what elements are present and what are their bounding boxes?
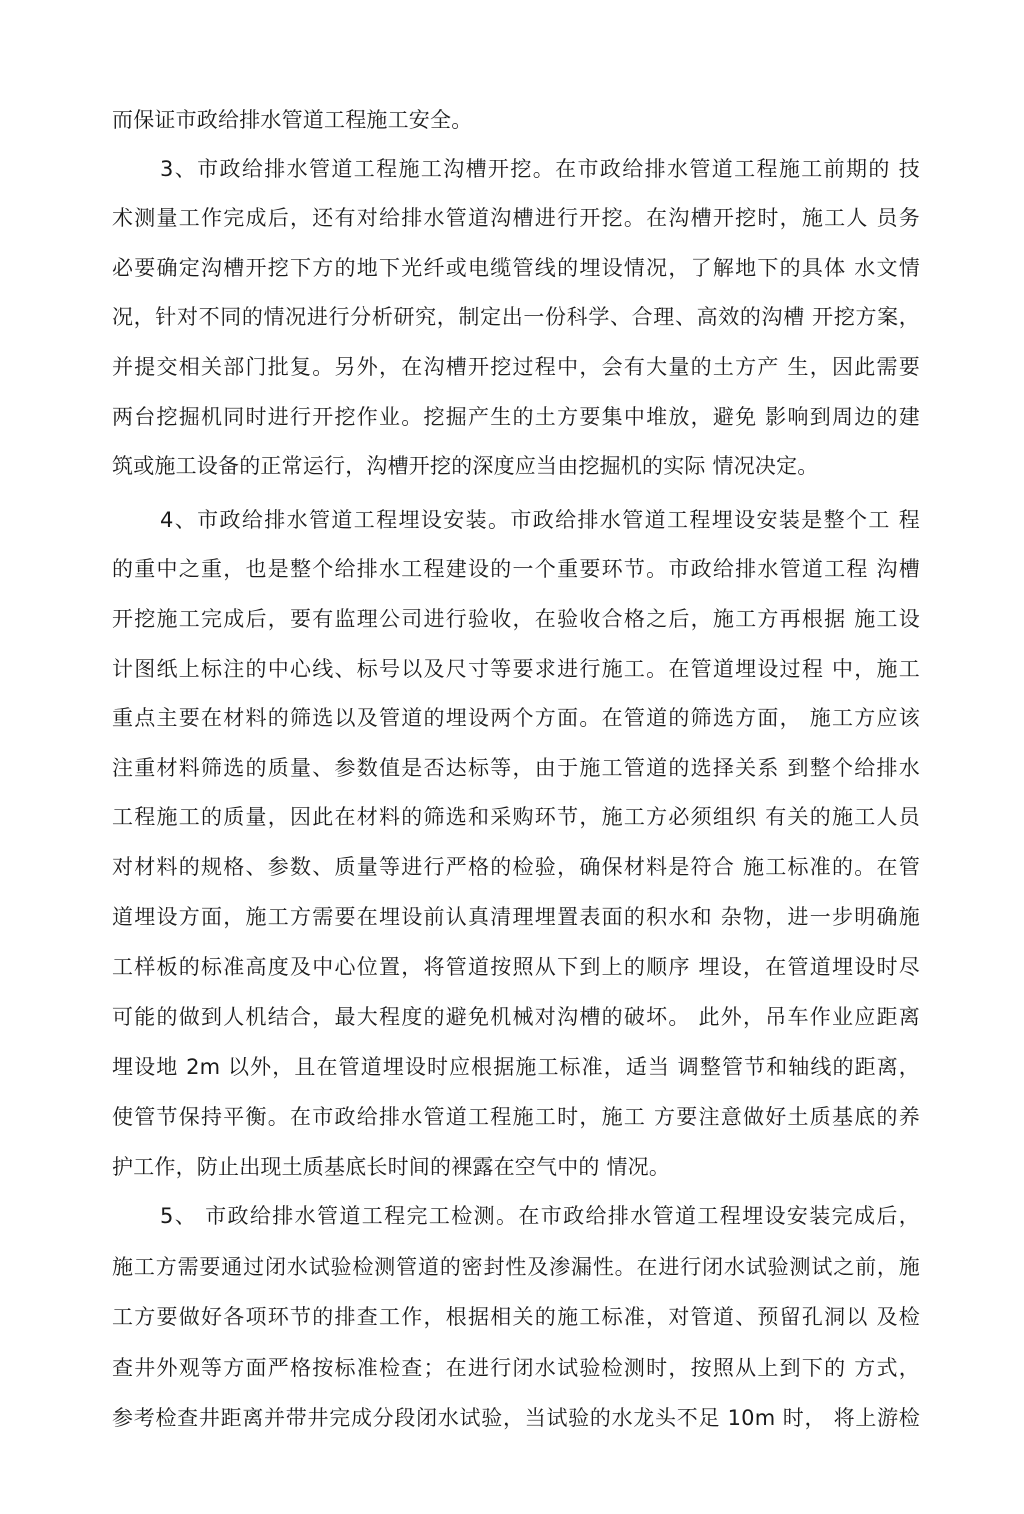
text-line: 工程施工的质量，因此在材料的筛选和采购环节，施工方必须组织 有关的施工人员 <box>112 805 920 829</box>
text-line: 5、 市政给排水管道工程完工检测。在市政给排水管道工程埋设安装完成后， <box>160 1204 920 1228</box>
text-line: 4、市政给排水管道工程埋设安装。市政给排水管道工程埋设安装是整个工 程 <box>160 508 920 532</box>
text-line: 而保证市政给排水管道工程施工安全。 <box>112 108 473 132</box>
text-line: 道埋设方面，施工方需要在埋设前认真清理埋置表面的积水和 杂物，进一步明确施 <box>112 905 920 929</box>
text-line: 并提交相关部门批复。另外，在沟槽开挖过程中，会有大量的土方产 生，因此需要 <box>112 355 920 379</box>
text-line: 参考检查井距离并带井完成分段闭水试验，当试验的水龙头不足 10m 时， 将上游检 <box>112 1406 920 1430</box>
text-line: 3、市政给排水管道工程施工沟槽开挖。在市政给排水管道工程施工前期的 技 <box>160 157 920 181</box>
text-line: 计图纸上标注的中心线、标号以及尺寸等要求进行施工。在管道埋设过程 中，施工 <box>112 657 920 681</box>
text-line: 两台挖掘机同时进行开挖作业。挖掘产生的土方要集中堆放，避免 影响到周边的建 <box>112 405 920 429</box>
text-line: 埋设地 2m 以外，且在管道埋设时应根据施工标准，适当 调整管节和轴线的距离， <box>112 1055 920 1079</box>
text-line: 况，针对不同的情况进行分析研究，制定出一份科学、合理、高效的沟槽 开挖方案， <box>112 305 920 329</box>
text-line: 施工方需要通过闭水试验检测管道的密封性及渗漏性。在进行闭水试验测试之前，施 <box>112 1255 920 1279</box>
text-line: 开挖施工完成后，要有监理公司进行验收，在验收合格之后，施工方再根据 施工设 <box>112 607 920 631</box>
text-line: 工样板的标准高度及中心位置，将管道按照从下到上的顺序 埋设，在管道埋设时尽 <box>112 955 920 979</box>
text-line: 注重材料筛选的质量、参数值是否达标等，由于施工管道的选择关系 到整个给排水 <box>112 756 920 780</box>
text-line: 护工作，防止出现土质基底长时间的裸露在空气中的 情况。 <box>112 1155 671 1179</box>
text-line: 可能的做到人机结合，最大程度的避免机械对沟槽的破坏。 此外，吊车作业应距离 <box>112 1005 920 1029</box>
text-line: 筑或施工设备的正常运行，沟槽开挖的深度应当由挖掘机的实际 情况决定。 <box>112 454 819 478</box>
text-line: 的重中之重，也是整个给排水工程建设的一个重要环节。市政给排水管道工程 沟槽 <box>112 557 920 581</box>
text-line: 重点主要在材料的筛选以及管道的埋设两个方面。在管道的筛选方面， 施工方应该 <box>112 706 920 730</box>
text-line: 使管节保持平衡。在市政给排水管道工程施工时，施工 方要注意做好土质基底的养 <box>112 1105 920 1129</box>
text-line: 对材料的规格、参数、质量等进行严格的检验，确保材料是符合 施工标准的。在管 <box>112 855 920 879</box>
text-line: 工方要做好各项环节的排查工作，根据相关的施工标准，对管道、预留孔洞以 及检 <box>112 1305 920 1329</box>
text-line: 术测量工作完成后，还有对给排水管道沟槽进行开挖。在沟槽开挖时，施工人 员务 <box>112 206 920 230</box>
text-line: 必要确定沟槽开挖下方的地下光纤或电缆管线的埋设情况，了解地下的具体 水文情 <box>112 256 920 280</box>
text-line: 查井外观等方面严格按标准检查；在进行闭水试验检测时，按照从上到下的 方式， <box>112 1356 920 1380</box>
